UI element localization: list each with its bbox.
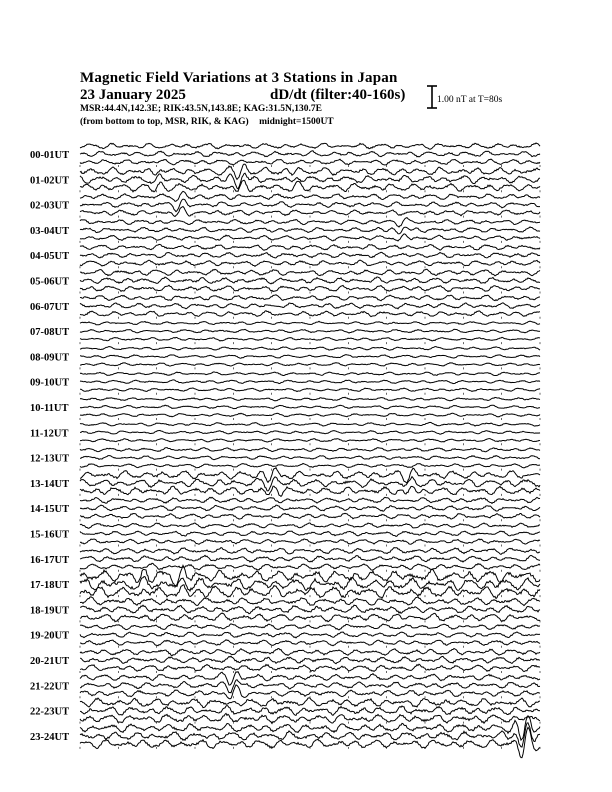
- trace-kag: [80, 649, 540, 656]
- trace-rik: [80, 277, 540, 284]
- trace-msr: [80, 388, 540, 392]
- hour-label: 13-14UT: [30, 478, 70, 490]
- hour-label: 10-11UT: [30, 403, 69, 414]
- trace-msr: [80, 207, 540, 217]
- trace-rik: [80, 405, 540, 409]
- trace-rik: [80, 656, 540, 664]
- trace-kag: [80, 143, 540, 149]
- trace-kag: [80, 448, 540, 452]
- trace-rik: [80, 505, 540, 511]
- hour-label: 14-15UT: [30, 504, 70, 516]
- hour-label: 05-06UT: [30, 276, 70, 288]
- hour-label: 12-13UT: [30, 453, 70, 465]
- trace-kag: [80, 191, 540, 201]
- station-coordinates: MSR:44.4N,142.3E; RIK:43.5N,143.8E; KAG:31.5N,130.7E: [80, 104, 322, 114]
- hour-label: 06-07UT: [30, 301, 70, 313]
- trace-msr: [80, 337, 540, 341]
- hour-label: 16-17UT: [30, 554, 70, 566]
- hour-label: 17-18UT: [30, 580, 70, 592]
- trace-kag: [80, 269, 540, 276]
- trace-kag: [80, 698, 540, 708]
- trace-rik: [80, 706, 540, 716]
- trace-kag: [80, 548, 540, 555]
- trace-kag: [80, 372, 540, 376]
- hour-label: 00-01UT: [30, 150, 70, 161]
- hour-label: 19-20UT: [30, 630, 70, 642]
- trace-rik: [80, 723, 540, 747]
- trace-kag: [80, 218, 540, 227]
- trace-kag: [80, 422, 540, 426]
- trace-rik: [80, 380, 540, 384]
- trace-rik: [80, 605, 540, 614]
- hour-label: 02-03UT: [30, 200, 70, 212]
- hour-label: 21-22UT: [30, 681, 70, 693]
- trace-msr: [80, 311, 540, 317]
- trace-kag: [80, 347, 540, 351]
- chart-filter: dD/dt (filter:40-160s): [270, 87, 406, 103]
- trace-rik: [80, 329, 540, 333]
- trace-msr: [80, 159, 540, 165]
- trace-kag: [80, 295, 540, 301]
- trace-rik: [80, 680, 540, 693]
- trace-msr: [80, 464, 540, 468]
- trace-rik: [80, 252, 540, 258]
- hour-label: 23-24UT: [30, 731, 70, 743]
- trace-msr: [80, 413, 540, 417]
- hour-label: 01-02UT: [30, 175, 70, 187]
- trace-msr: [80, 664, 540, 671]
- trace-rik: [80, 531, 540, 536]
- trace-msr: [80, 539, 540, 544]
- trace-msr: [80, 727, 540, 757]
- hour-label: 07-08UT: [30, 327, 70, 339]
- trace-msr: [80, 513, 540, 519]
- chart-title: Magnetic Field Variations at 3 Stations in Japan: [80, 70, 398, 86]
- trace-kag: [80, 523, 540, 528]
- trace-msr: [80, 285, 540, 292]
- trace-rik: [80, 555, 540, 562]
- trace-rik: [80, 477, 540, 491]
- order-note: (from bottom to top, MSR, RIK, & KAG): [80, 117, 249, 127]
- hour-label: 08-09UT: [30, 352, 70, 364]
- midnight-note: midnight=1500UT: [259, 117, 334, 127]
- trace-msr: [80, 640, 540, 646]
- trace-kag: [80, 321, 540, 325]
- trace-rik: [80, 303, 540, 309]
- trace-kag: [80, 497, 540, 503]
- chart-date: 23 January 2025: [80, 87, 186, 103]
- hour-label: 18-19UT: [30, 605, 70, 617]
- trace-rik: [80, 355, 540, 359]
- trace-kag: [80, 397, 540, 401]
- trace-rik: [80, 456, 540, 460]
- trace-rik: [80, 430, 540, 434]
- trace-rik: [80, 227, 540, 234]
- trace-kag: [80, 244, 540, 250]
- hour-label: 09-10UT: [30, 377, 70, 389]
- trace-rik: [80, 151, 540, 157]
- hour-label: 15-16UT: [30, 529, 70, 541]
- trace-kag: [80, 624, 540, 630]
- trace-rik: [80, 632, 540, 638]
- trace-msr: [80, 234, 540, 241]
- hour-label: 20-21UT: [30, 656, 70, 667]
- trace-msr: [80, 563, 540, 570]
- hour-label: 04-05UT: [30, 251, 70, 263]
- hour-label: 03-04UT: [30, 225, 70, 237]
- trace-msr: [80, 260, 540, 266]
- trace-kag: [80, 597, 540, 606]
- trace-msr: [80, 363, 540, 366]
- hour-label: 11-12UT: [30, 428, 69, 440]
- trace-msr: [80, 439, 540, 443]
- scale-bar-label: 1.00 nT at T=80s: [437, 95, 503, 105]
- hour-label: 22-23UT: [30, 706, 70, 718]
- trace-rik: [80, 199, 540, 212]
